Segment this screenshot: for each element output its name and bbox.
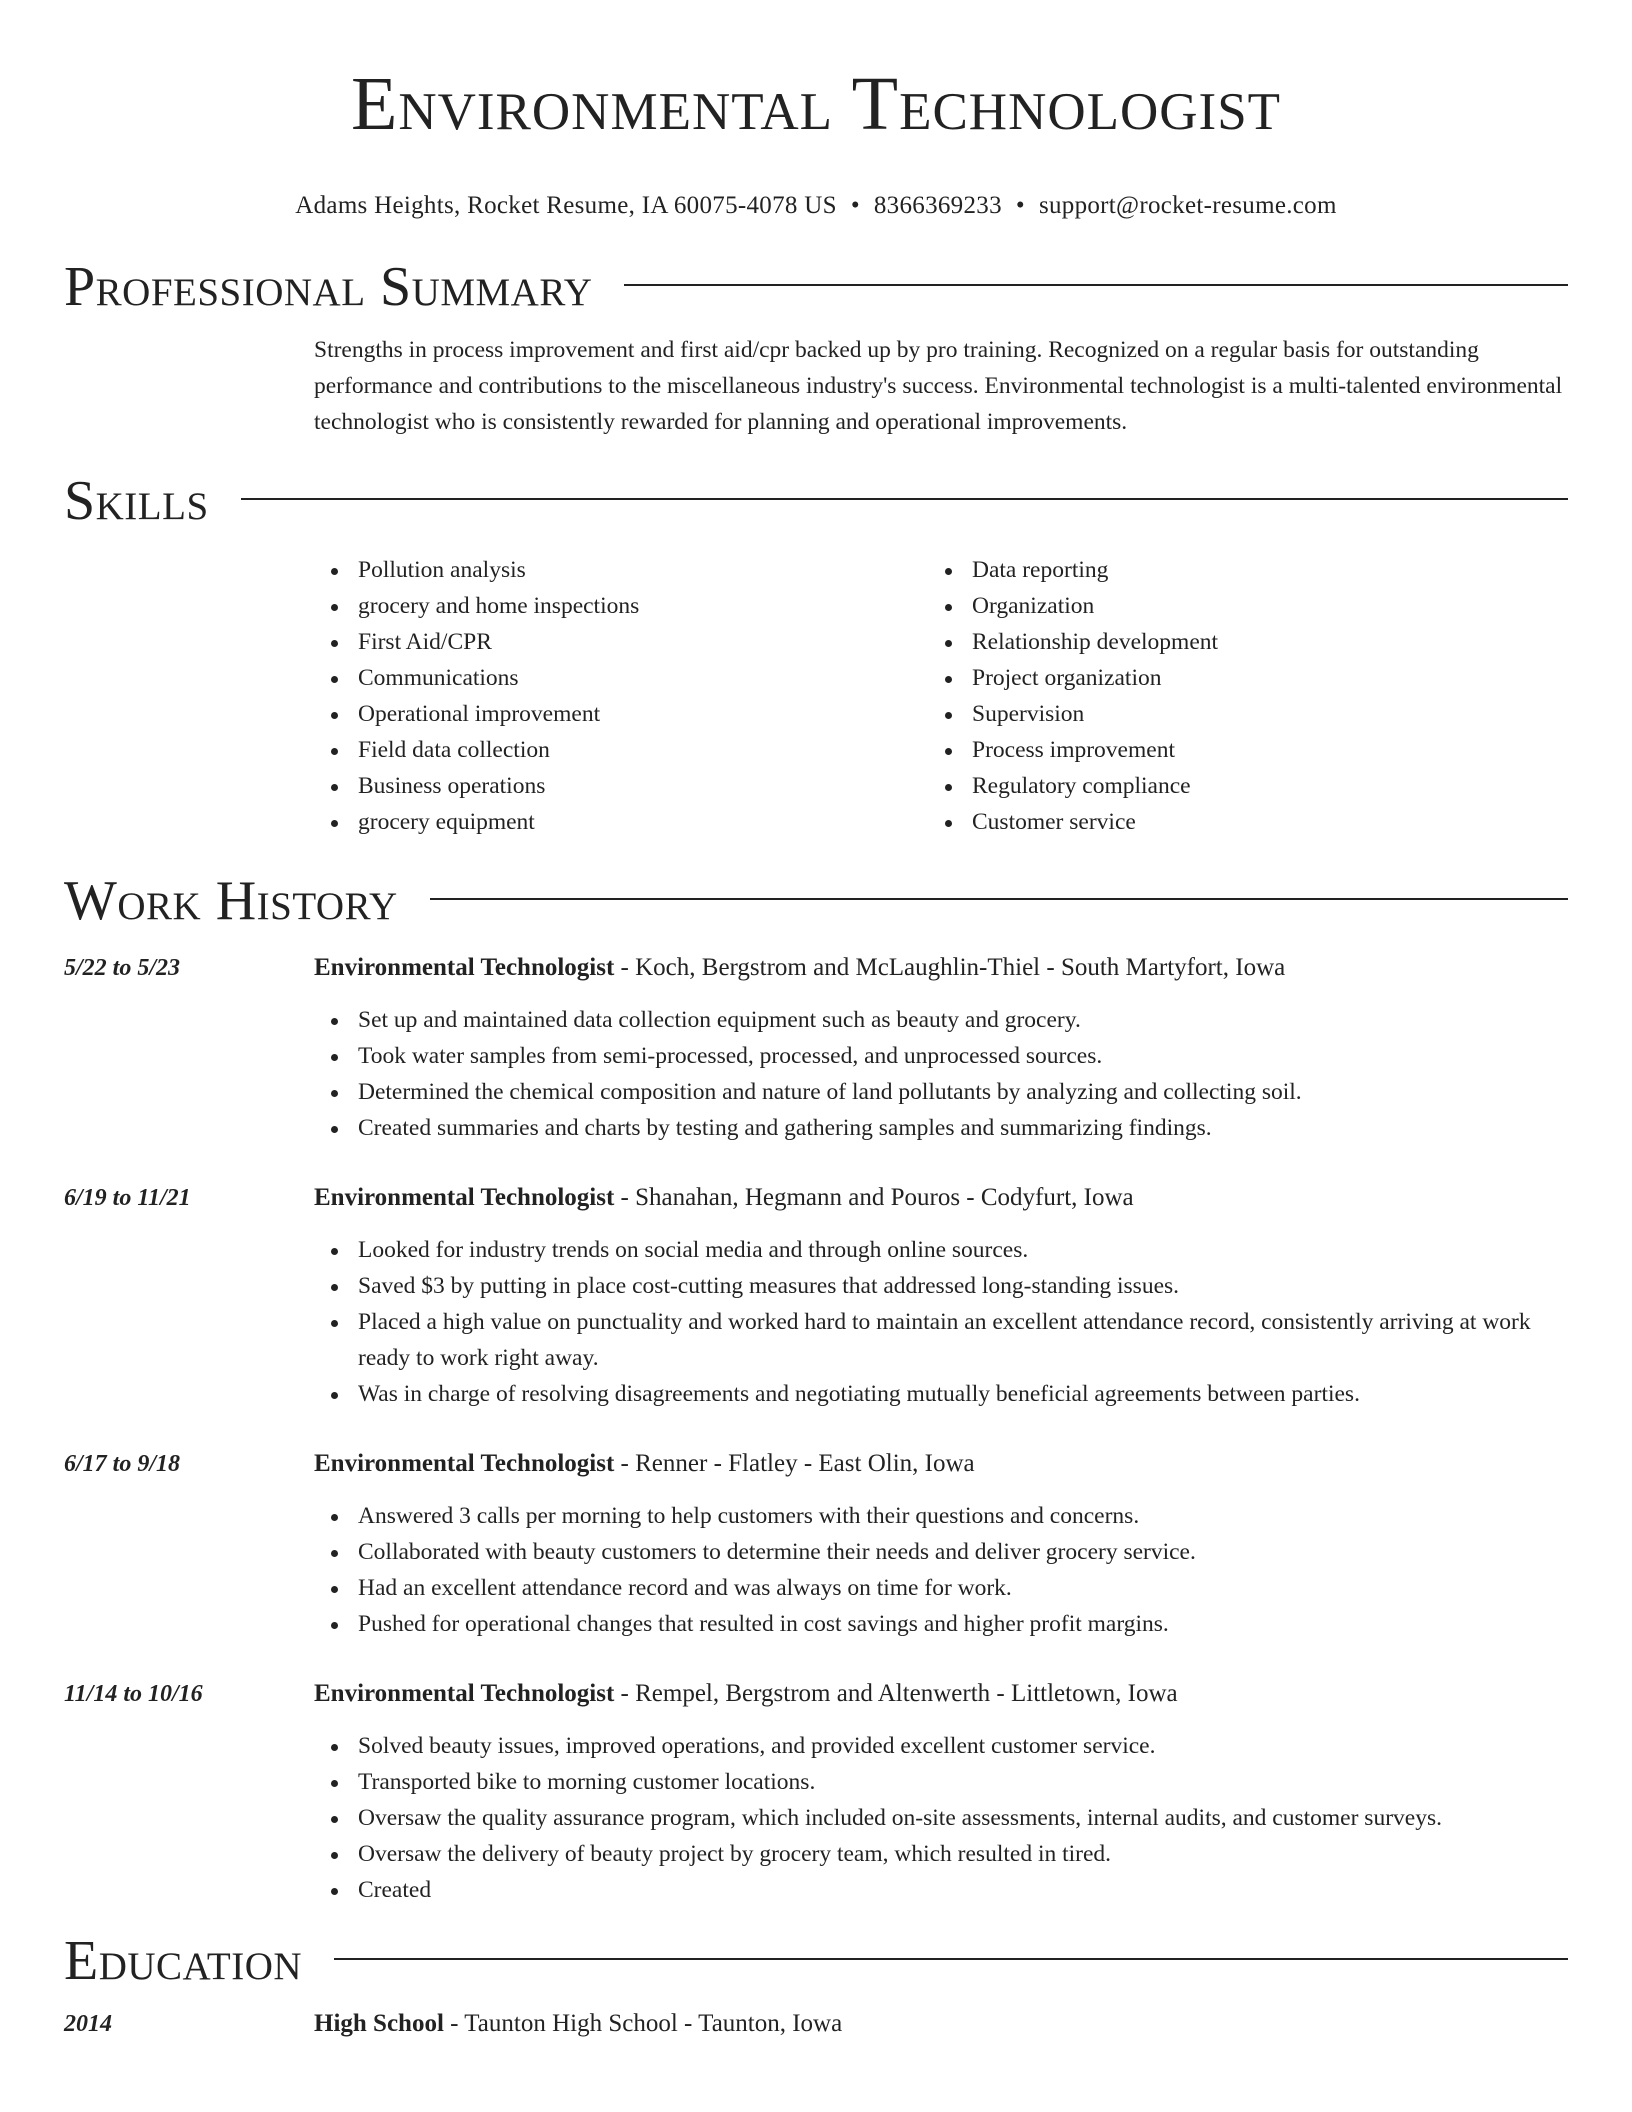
list-item: Oversaw the quality assurance program, which included on-site assessments, internal audits, and customer surveys. bbox=[314, 1800, 1568, 1836]
job-role: Environmental Technologist bbox=[314, 1680, 615, 1707]
list-item: Data reporting bbox=[928, 552, 1542, 588]
summary-text: Strengths in process improvement and first aid/cpr backed up by pro training. Recognized on a regular basis for outstanding performance and contributions to the miscellaneous industry's success. Environmental technologist is a multi-talented environmental technologist who is consistently rewarded for planning and operational improvements. bbox=[314, 337, 1563, 435]
address: Adams Heights, Rocket Resume, IA 60075-4078 US bbox=[295, 192, 837, 219]
phone: 8366369233 bbox=[873, 192, 1002, 219]
skills-section bbox=[64, 470, 1568, 840]
list-item: First Aid/CPR bbox=[314, 624, 928, 660]
job-bullets bbox=[314, 1002, 1568, 1146]
job-title-line bbox=[314, 950, 1285, 986]
candidate-name: Environmental Technologist bbox=[350, 62, 1282, 146]
list-item: Pollution analysis bbox=[314, 552, 928, 588]
list-item: Saved $3 by putting in place cost-cutting measures that addressed long-standing issues. bbox=[314, 1268, 1568, 1304]
job-title-line bbox=[314, 1446, 975, 1482]
list-item: Answered 3 calls per morning to help customers with their questions and concerns. bbox=[314, 1498, 1568, 1534]
skills-list-right bbox=[928, 552, 1542, 840]
section-divider bbox=[241, 498, 1568, 500]
section-divider bbox=[334, 1958, 1568, 1960]
job-role: Environmental Technologist bbox=[314, 1184, 615, 1211]
list-item: Took water samples from semi-processed, processed, and unprocessed sources. bbox=[314, 1038, 1568, 1074]
job-details: - Shanahan, Hegmann and Pouros - Codyfurt, Iowa bbox=[614, 1184, 1134, 1211]
education-line bbox=[314, 2006, 842, 2042]
section-title-skills: Skills bbox=[64, 470, 209, 532]
list-item: Had an excellent attendance record and was always on time for work. bbox=[314, 1570, 1568, 1606]
job-entry bbox=[64, 1676, 1568, 1908]
list-item: Determined the chemical composition and nature of land pollutants by analyzing and collecting soil. bbox=[314, 1074, 1568, 1110]
summary-section bbox=[64, 256, 1568, 440]
section-divider bbox=[624, 284, 1568, 286]
job-bullets bbox=[314, 1728, 1568, 1908]
separator-dot: • bbox=[1015, 192, 1025, 219]
list-item: Supervision bbox=[928, 696, 1542, 732]
list-item: Business operations bbox=[314, 768, 928, 804]
list-item: Regulatory compliance bbox=[928, 768, 1542, 804]
list-item: Organization bbox=[928, 588, 1542, 624]
section-header bbox=[64, 470, 1568, 532]
list-item: Process improvement bbox=[928, 732, 1542, 768]
list-item: Transported bike to morning customer locations. bbox=[314, 1764, 1568, 1800]
list-item: Created bbox=[314, 1872, 1568, 1908]
job-entry bbox=[64, 1446, 1568, 1642]
list-item: Project organization bbox=[928, 660, 1542, 696]
job-details: - Koch, Bergstrom and McLaughlin-Thiel - South Martyfort, Iowa bbox=[614, 954, 1286, 981]
list-item: Relationship development bbox=[928, 624, 1542, 660]
job-details: - Rempel, Bergstrom and Altenwerth - Littletown, Iowa bbox=[614, 1680, 1178, 1707]
section-title-education: Education bbox=[64, 1930, 303, 1992]
list-item: Set up and maintained data collection equipment such as beauty and grocery. bbox=[314, 1002, 1568, 1038]
education-year: 2014 bbox=[64, 2011, 112, 2037]
list-item: Placed a high value on punctuality and worked hard to maintain an excellent attendance record, consistently arriving at work ready to work right away. bbox=[314, 1304, 1568, 1376]
job-entry bbox=[64, 1180, 1568, 1412]
job-title-line bbox=[314, 1180, 1134, 1216]
list-item: grocery and home inspections bbox=[314, 588, 928, 624]
job-role: Environmental Technologist bbox=[314, 1450, 615, 1477]
list-item: Solved beauty issues, improved operations, and provided excellent customer service. bbox=[314, 1728, 1568, 1764]
job-dates: 11/14 to 10/16 bbox=[64, 1681, 203, 1707]
job-entry bbox=[64, 950, 1568, 1146]
list-item: Was in charge of resolving disagreements and negotiating mutually beneficial agreements between parties. bbox=[314, 1376, 1568, 1412]
contact-line bbox=[64, 190, 1568, 222]
job-dates: 6/17 to 9/18 bbox=[64, 1451, 181, 1477]
separator-dot: • bbox=[850, 192, 860, 219]
job-details: - Renner - Flatley - East Olin, Iowa bbox=[614, 1450, 975, 1477]
job-bullets bbox=[314, 1498, 1568, 1642]
list-item: Operational improvement bbox=[314, 696, 928, 732]
email: support@rocket-resume.com bbox=[1038, 192, 1337, 219]
section-title-summary: Professional Summary bbox=[64, 256, 593, 318]
section-title-work-history: Work History bbox=[64, 870, 398, 932]
list-item: Looked for industry trends on social media and through online sources. bbox=[314, 1232, 1568, 1268]
job-dates: 5/22 to 5/23 bbox=[64, 955, 181, 981]
job-role: Environmental Technologist bbox=[314, 954, 615, 981]
education-degree: High School bbox=[314, 2010, 444, 2037]
job-dates: 6/19 to 11/21 bbox=[64, 1185, 191, 1211]
section-header bbox=[64, 1930, 1568, 1992]
list-item: Created summaries and charts by testing and gathering samples and summarizing findings. bbox=[314, 1110, 1568, 1146]
section-header bbox=[64, 256, 1568, 318]
education-section bbox=[64, 1930, 1568, 2042]
skills-list-left bbox=[314, 552, 928, 840]
job-title-line bbox=[314, 1676, 1178, 1712]
education-details: - Taunton High School - Taunton, Iowa bbox=[443, 2010, 843, 2037]
section-header bbox=[64, 870, 1568, 932]
list-item: Collaborated with beauty customers to determine their needs and deliver grocery service. bbox=[314, 1534, 1568, 1570]
list-item: Oversaw the delivery of beauty project by grocery team, which resulted in tired. bbox=[314, 1836, 1568, 1872]
list-item: Customer service bbox=[928, 804, 1542, 840]
section-divider bbox=[430, 898, 1568, 900]
list-item: Field data collection bbox=[314, 732, 928, 768]
work-history-section bbox=[64, 870, 1568, 1908]
job-bullets bbox=[314, 1232, 1568, 1412]
list-item: grocery equipment bbox=[314, 804, 928, 840]
list-item: Pushed for operational changes that resulted in cost savings and higher profit margins. bbox=[314, 1606, 1568, 1642]
list-item: Communications bbox=[314, 660, 928, 696]
education-entry bbox=[64, 2006, 1568, 2042]
